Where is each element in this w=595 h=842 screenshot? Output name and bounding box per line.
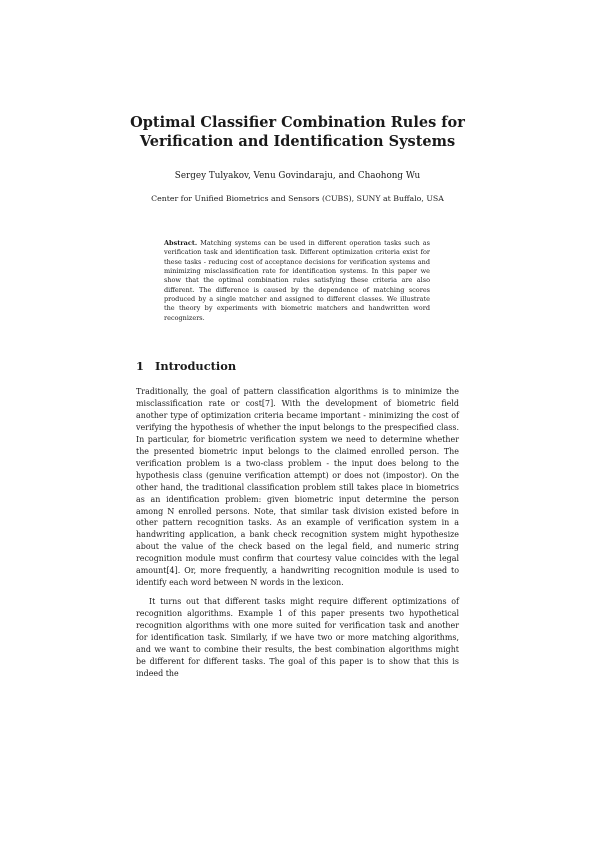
section-title: Introduction [155,359,237,373]
section-number: 1 [136,359,144,373]
abstract [164,239,430,323]
paper-title [120,113,475,151]
title-line-1: Optimal Classifier Combination Rules for [130,114,465,131]
abstract-label: Abstract. [164,239,198,247]
abstract-text: Matching systems can be used in different operation tasks such as verification task and identification task. Different optimization criteria exist for these tasks - reducing cost of acceptance decisions for verification systems and minimizing misclassification rate for identification systems. In this paper we show that the optimal combination rules satisfying these criteria are also different. The difference is caused by the dependence of matching scores produced by a single matcher and assigned to different classes. We illustrate the theory by experiments with biometric matchers and handwritten word recognizers. [164,239,431,322]
body-paragraph-1: Traditionally, the goal of pattern classification algorithms is to minimize the misclassification rate or cost[7]. With the development of biometric field another type of optimization criteria became important - minimizing the cost of verifying the hypothesis of whether the input belongs to the prespecified class. In particular, for biometric verification system we need to determine whether the presented biometric input belongs to the claimed enrolled person. The verification problem is a two-class problem - the input does belong to the hypothesis class (genuine verification attempt) or does not (impostor). On the other hand, the traditional classification problem still takes place in biometrics as an identification problem: given biometric input determine the person among N enrolled persons. Note, that similar task division existed before in other pattern recognition tasks. As an example of verification system in a handwriting application, a bank check recognition system might hypothesize about the value of the check based on the legal field, and numeric string recognition module must confirm that courtesy value coincides with the legal amount[4]. Or, more frequently, a handwriting recognition module is used to identify each word between N words in the lexicon. [136,387,459,588]
section-heading [136,359,236,373]
body-paragraph-2: It turns out that different tasks might require different optimizations of recognition algorithms. Example 1 of this paper presents two hypothetical recognition algorithms with one more suited for verification task and another for identification task. Similarly, if we have two or more matching algorithms, and we want to combine their results, the best combination algorithms might be different for different tasks. The goal of this paper is to show that this is indeed the [136,597,459,678]
affiliation: Center for Unified Biometrics and Sensors (CUBS), SUNY at Buffalo, USA [151,194,444,203]
author-list: Sergey Tulyakov, Venu Govindaraju, and Chaohong Wu [174,171,421,181]
title-line-2: Verification and Identification Systems [139,133,456,150]
